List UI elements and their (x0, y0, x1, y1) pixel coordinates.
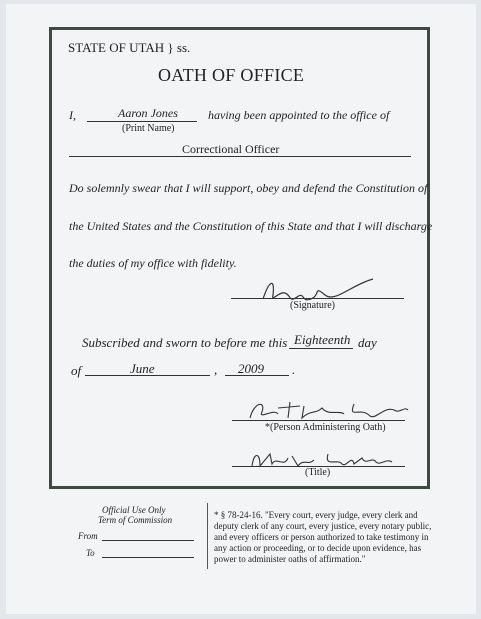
office-line (69, 156, 411, 157)
state-line: STATE OF UTAH } ss. (68, 40, 191, 55)
from-line (102, 540, 194, 541)
footnote-line-3: and every officers or person authorized to take testimony in (214, 532, 429, 542)
signature-script (262, 286, 284, 296)
administrator-line (232, 420, 405, 421)
oath-line-1: Do solemnly swear that I will support, obey and defend the Constitution of (69, 181, 428, 195)
signature-caption: (Signature) (290, 300, 335, 311)
sworn-prefix: Subscribed and sworn to before me this (82, 335, 288, 350)
oath-line-3: the duties of my office with fidelity. (69, 256, 237, 270)
appointment-suffix: having been appointed to the office of (208, 108, 390, 122)
sworn-month-value: June (130, 361, 155, 376)
bottom-divider (207, 503, 208, 569)
sworn-period: . (292, 362, 296, 377)
sworn-of-word: of (71, 363, 82, 378)
sworn-day-word: day (358, 335, 377, 350)
sworn-day-value: Eighteenth (294, 332, 351, 347)
to-label: To (86, 548, 95, 558)
title-caption: (Title) (305, 467, 331, 478)
footnote-line-2: deputy clerk of any court, every justice, every notary public, (214, 521, 432, 531)
footnote-line-4: any action or proceeding, or to decide upon evidence, has (214, 543, 422, 553)
to-line (102, 557, 194, 558)
footnote-line-5: power to administer oaths of affirmation." (214, 554, 366, 564)
signature-line (231, 298, 404, 299)
day-line (289, 348, 353, 349)
administrator-caption: *(Person Administering Oath) (265, 422, 386, 433)
name-line (87, 121, 197, 122)
office-value: Correctional Officer (182, 142, 280, 156)
title-script (260, 456, 311, 466)
from-label: From (78, 531, 98, 541)
name-value: Aaron Jones (118, 106, 178, 120)
appointment-prefix: I, (69, 108, 76, 122)
sworn-comma: , (214, 362, 218, 377)
oath-line-2: the United States and the Constitution of this State and that I will discharge (69, 219, 433, 233)
year-line (225, 375, 289, 376)
month-line (85, 375, 210, 376)
official-use-heading: Official Use Only (102, 505, 166, 515)
footnote-line-1: * § 78-24-16. "Every court, every judge, every clerk and (214, 510, 418, 520)
name-caption: (Print Name) (122, 123, 175, 134)
sworn-year-value: 2009 (238, 361, 264, 376)
term-of-commission-heading: Term of Commission (98, 515, 173, 525)
page-title: OATH OF OFFICE (158, 65, 305, 85)
administrator-script (250, 405, 309, 415)
